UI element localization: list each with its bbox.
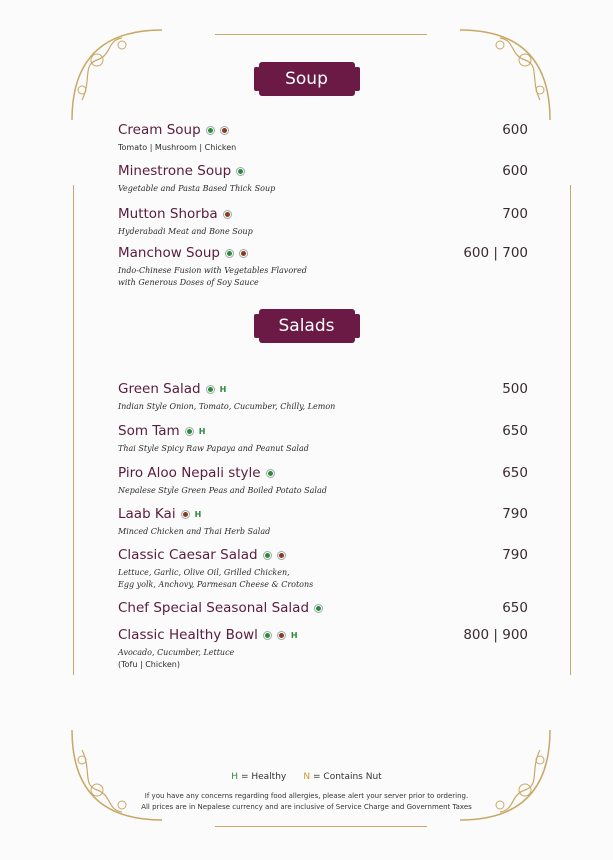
item-price: 650 xyxy=(502,600,528,616)
left-border-line xyxy=(73,185,74,675)
section-title-salads: Salads xyxy=(259,309,355,343)
item-name: Chef Special Seasonal Salad xyxy=(118,600,310,616)
veg-icon xyxy=(185,427,194,436)
item-description: Indian Style Onion, Tomato, Cucumber, Chilly, Lemon xyxy=(118,402,336,411)
item-name: Green Salad xyxy=(118,381,201,397)
allergy-note: If you have any concerns regarding food allergies, please alert your server prior to ordering. xyxy=(144,792,469,800)
non-veg-icon xyxy=(277,551,286,560)
veg-icon xyxy=(263,631,272,640)
item-name: Laab Kai xyxy=(118,506,176,522)
menu-item xyxy=(118,245,528,289)
item-description: Avocado, Cucumber, Lettuce xyxy=(118,648,235,657)
item-name: Manchow Soup xyxy=(118,245,221,261)
menu-item xyxy=(118,122,528,154)
legend-healthy-key: H xyxy=(231,772,239,782)
healthy-tag: H xyxy=(198,426,206,436)
item-description-line2: with Generous Doses of Soy Sauce xyxy=(118,278,259,287)
bottom-border-line xyxy=(215,826,427,827)
item-name: Classic Healthy Bowl xyxy=(118,627,258,643)
menu-item xyxy=(118,627,528,671)
menu-item xyxy=(118,506,528,538)
veg-icon xyxy=(314,604,323,613)
item-description: Indo-Chinese Fusion with Vegetables Flavored xyxy=(118,266,307,275)
healthy-tag: H xyxy=(219,384,227,394)
section-title-soup: Soup xyxy=(259,62,355,96)
veg-icon xyxy=(263,551,272,560)
right-border-line xyxy=(570,185,571,675)
item-price: 650 xyxy=(502,423,528,439)
item-description: Vegetable and Pasta Based Thick Soup xyxy=(118,184,276,193)
veg-icon xyxy=(206,126,215,135)
item-description: Nepalese Style Green Peas and Boiled Potato Salad xyxy=(118,486,327,495)
menu-item xyxy=(118,206,528,238)
item-description: Lettuce, Garlic, Olive Oil, Grilled Chicken, xyxy=(118,568,290,577)
item-price: 600 | 700 xyxy=(463,245,528,261)
item-description-line2: (Tofu | Chicken) xyxy=(118,660,180,669)
legend xyxy=(0,772,613,782)
menu-item xyxy=(118,465,528,497)
corner-ornament-top-right xyxy=(450,20,560,130)
item-description: Thai Style Spicy Raw Papaya and Peanut Salad xyxy=(118,444,309,453)
menu-item xyxy=(118,547,528,591)
veg-icon xyxy=(266,469,275,478)
healthy-tag: H xyxy=(290,630,298,640)
item-name: Mutton Shorba xyxy=(118,206,218,222)
healthy-tag: H xyxy=(194,509,202,519)
item-price: 790 xyxy=(502,547,528,563)
item-description: Tomato | Mushroom | Chicken xyxy=(118,143,237,152)
item-name: Classic Caesar Salad xyxy=(118,547,258,563)
item-name: Piro Aloo Nepali style xyxy=(118,465,261,481)
corner-ornament-top-left xyxy=(62,20,172,130)
item-name: Minestrone Soup xyxy=(118,163,232,179)
price-note: All prices are in Nepalese currency and are inclusive of Service Charge and Government Taxes xyxy=(141,803,472,811)
veg-icon xyxy=(206,385,215,394)
item-price: 600 xyxy=(502,163,528,179)
menu-item xyxy=(118,163,528,195)
veg-icon xyxy=(236,167,245,176)
item-price: 500 xyxy=(502,381,528,397)
item-description: Minced Chicken and Thai Herb Salad xyxy=(118,527,271,536)
menu-item xyxy=(118,600,528,616)
item-name: Som Tam xyxy=(118,423,180,439)
top-border-line xyxy=(215,34,427,35)
item-price: 790 xyxy=(502,506,528,522)
menu-item xyxy=(118,381,528,413)
legend-healthy-label: = Healthy xyxy=(240,772,287,782)
menu-item xyxy=(118,423,528,455)
non-veg-icon xyxy=(181,510,190,519)
item-description: Hyderabadi Meat and Bone Soup xyxy=(118,227,253,236)
non-veg-icon xyxy=(223,210,232,219)
item-price: 650 xyxy=(502,465,528,481)
veg-icon xyxy=(225,249,234,258)
item-name: Cream Soup xyxy=(118,122,201,138)
non-veg-icon xyxy=(239,249,248,258)
non-veg-icon xyxy=(277,631,286,640)
item-price: 700 xyxy=(502,206,528,222)
item-price: 800 | 900 xyxy=(463,627,528,643)
legend-nut-key: N xyxy=(303,772,311,782)
item-price: 600 xyxy=(502,122,528,138)
legend-nut-label: = Contains Nut xyxy=(313,772,382,782)
non-veg-icon xyxy=(220,126,229,135)
item-description-line2: Egg yolk, Anchovy, Parmesan Cheese & Crotons xyxy=(118,580,314,589)
footer-notes xyxy=(0,791,613,813)
